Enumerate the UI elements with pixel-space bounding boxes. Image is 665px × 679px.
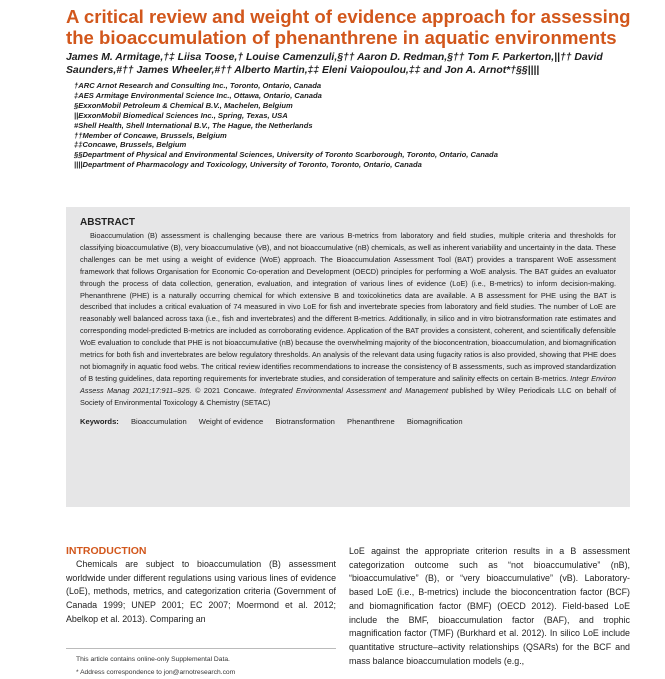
intro-paragraph-right: LoE against the appropriate criterion results in a B assessment categorization outcome such as “not bioaccumulative” (nB), “bioaccumulative” (B), or “very bioaccumulative” (vB). Laboratory-based LoE (i.e., B-metrics) include the bioconcentration factor (BCF) and biomagnification factor (BMF) (OECD 2012). Field-based LoE include the BMF, bioaccumulation factor (BAF), and trophic magnification factor (TMF) (Burkhard et al. 2012). In silico LoE include quantitative structure–activity relationships (QSARs) for the BCF and mass balance bioaccumulation models (e.g., xyxy=(349,546,630,666)
footnotes xyxy=(66,648,336,679)
keyword: Weight of evidence xyxy=(198,416,264,426)
abstract-journal: Integrated Environmental Assessment and Management xyxy=(259,385,448,395)
keyword: Biomagnification xyxy=(406,416,463,426)
affiliation: #Shell Health, Shell International B.V., The Hague, the Netherlands xyxy=(74,120,313,130)
affiliation: §§Department of Physical and Environmental Sciences, University of Toronto Scarborough, Toronto, Ontario, Canada xyxy=(74,150,498,160)
abstract-publisher: published by Wiley Periodicals LLC on behalf of Society of Environmental Toxicology & Chemistry (SETAC) xyxy=(80,385,616,407)
paper-title: A critical review and weight of evidence approach for assessing the bioaccumulation of phenanthrene in aquatic environments xyxy=(66,6,631,48)
abstract-text xyxy=(80,230,616,409)
intro-left-column xyxy=(66,545,336,627)
affiliation: ||ExxonMobil Biomedical Sciences Inc., Spring, Texas, USA xyxy=(74,110,288,120)
affiliation: ‡‡Concawe, Brussels, Belgium xyxy=(74,140,187,150)
keywords-label: Keywords: xyxy=(80,416,119,426)
abstract-main: Bioaccumulation (B) assessment is challenging because there are various B-metrics from laboratory and field studies, multiple criteria and thresholds for classifying bioaccumulative (B), very bioaccumulative (vB), and not bioaccumulative (nB) chemicals, as well as inherent variability and uncertainty in the data. These challenges can be met using a weight of evidence (WoE) approach. The Bioaccumulation Assessment Tool (BAT) provides a transparent WoE assessment framework that follows Organisation for Economic Co-operation and Development (OECD) principles for performing a WoE analysis. The BAT guides an evaluator through the process of data collection, generation, evaluation, and integration of various lines of evidence (LoE) (i.e., B-metrics) to inform decision-making. Phenanthrene (PHE) is a naturally occurring chemical for which extensive B and toxicokinetics data are available. A B assessment for PHE using the BAT is described that includes a critical evaluation of 74 measured in vivo LoE for fish and invertebrate species from laboratory and field studies. The number of LoE are reasonably well balanced across taxa (i.e., fish and invertebrates) and the different B-metrics. Additionally, in silico and in vitro biotransformation rate estimates and corresponding model-predicted B-metrics are included as corroborating evidence. Application of the BAT provides a consistent, coherent, and scientifically defensible WoE evaluation to conclude that PHE is not bioaccumulative (nB) because the overwhelming majority of the bioconcentration, bioaccumulation, and biomagnification metrics for both fish and invertebrates are below regulatory thresholds. An analysis of the relevant data using fugacity ratios is also provided, showing that PHE does not biomagnify in aquatic food webs. The critical review identifies recommendations to increase the consistency of B assessments, such as improved standardization of B testing guidelines, data reporting requirements for invertebrate studies, and consideration of temperature and salinity effects on certain B-metrics. xyxy=(80,231,616,383)
affiliation-list xyxy=(74,81,644,170)
abstract-heading: ABSTRACT xyxy=(80,217,135,228)
author-list: James M. Armitage,†‡ Liisa Toose,† Louise Camenzuli,§†† Aaron D. Redman,§†† Tom F. Parkerton,||†† David Saunders,#†† James Wheeler,#†† Alberto Martin,‡‡ Eleni Vaiopoulou,‡‡ and Jon A. Arnot*†§§|||| xyxy=(66,52,603,76)
intro-paragraph-left: Chemicals are subject to bioaccumulation (B) assessment worldwide under different regulations using various lines of evidence (LoE), methods, metrics, and categorization criteria (Government of Canada 1999; UNEP 2001; EC 2007; Moermond et al. 2012; Abelkop et al. 2013). Comparing an xyxy=(66,559,336,624)
correspondence-note: * Address correspondence to jon@arnotresearch.com xyxy=(76,669,236,676)
abstract-copyright: © 2021 Concawe. xyxy=(194,385,257,395)
intro-right-column xyxy=(349,545,630,668)
affiliation: §ExxonMobil Petroleum & Chemical B.V., Machelen, Belgium xyxy=(74,100,293,110)
abstract-box xyxy=(66,207,630,507)
affiliation: ‡AES Armitage Environmental Science Inc., Ottawa, Ontario, Canada xyxy=(74,90,322,100)
abstract-citation: Integr Environ Assess Manag 2021;17:911–925. xyxy=(80,373,616,395)
intro-heading: INTRODUCTION xyxy=(66,545,147,557)
supplemental-note: This article contains online-only Supplemental Data. xyxy=(76,656,230,663)
keyword: Bioaccumulation xyxy=(130,416,187,426)
affiliation: †ARC Arnot Research and Consulting Inc., Toronto, Ontario, Canada xyxy=(74,81,322,90)
keyword: Biotransformation xyxy=(275,416,335,426)
affiliation: ||||Department of Pharmacology and Toxicology, University of Toronto, Toronto, Ontario, Canada xyxy=(74,160,422,170)
keywords-line xyxy=(80,417,616,426)
keyword: Phenanthrene xyxy=(347,416,395,426)
affiliation: ††Member of Concawe, Brussels, Belgium xyxy=(74,130,227,140)
